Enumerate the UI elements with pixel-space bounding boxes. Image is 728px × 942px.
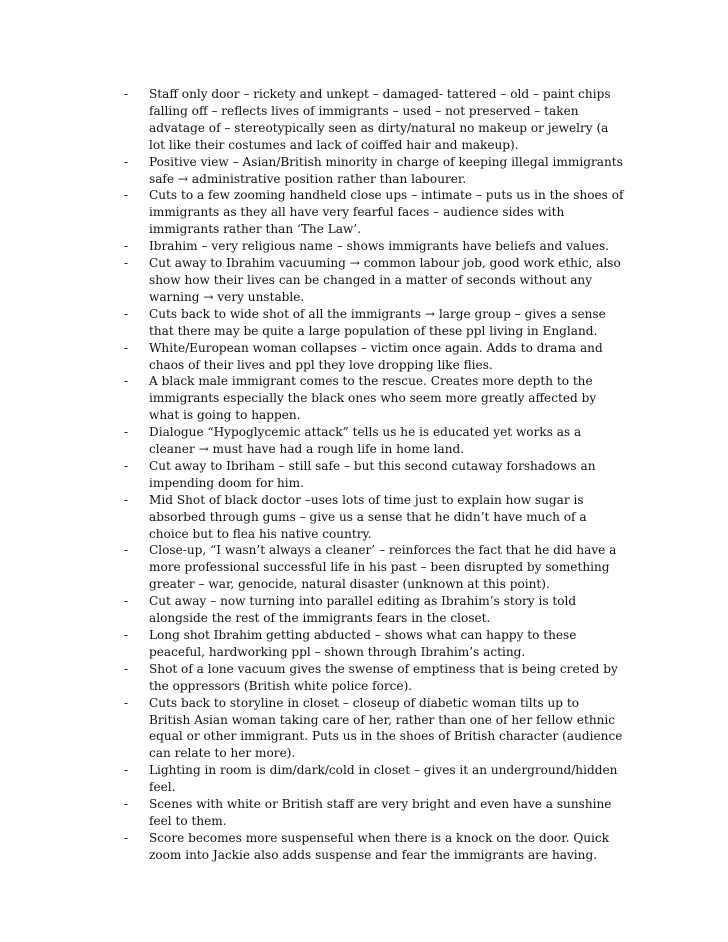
list-item	[124, 187, 624, 238]
bullet-text: Shot of a lone vacuum gives the swense of emptiness that is being creted by the oppressors (British white police force).	[149, 661, 618, 693]
list-item	[124, 255, 624, 306]
bullet-dash: -	[124, 458, 129, 473]
list-item	[124, 661, 624, 695]
bullet-dash: -	[124, 543, 129, 558]
bullet-text: White/European woman collapses – victim once again. Adds to drama and chaos of their lives and ppl they love dropping like flies.	[149, 340, 603, 372]
bullet-text: Mid Shot of black doctor –uses lots of time just to explain how sugar is absorbed through gums – give us a sense that he didn’t have much of a choice but to flea his native country.	[149, 492, 587, 541]
list-item	[124, 593, 624, 627]
bullet-dash: -	[124, 425, 129, 440]
bullet-dash: -	[124, 87, 129, 101]
list-item	[124, 830, 624, 864]
bullet-text: Staff only door – rickety and unkept – damaged- tattered – old – paint chips falling off – reflects lives of immigrants – used – not preserved – taken advatage of – stereotypically seen as dirty/natural no makeup or jewelry (a lot like their costumes and lack of coiffed hair and makeup).	[149, 87, 611, 152]
list-item	[124, 695, 624, 763]
bullet-dash: -	[124, 306, 129, 321]
bullet-dash: -	[124, 695, 129, 710]
list-item	[124, 238, 624, 255]
bullet-dash: -	[124, 256, 129, 271]
list-item	[124, 627, 624, 661]
list-item	[124, 424, 624, 458]
bullet-dash: -	[124, 797, 129, 812]
list-item	[124, 796, 624, 830]
bullet-text: Cut away – now turning into parallel editing as Ibrahim’s story is told alongside the rest of the immigrants fears in the closet.	[149, 594, 577, 626]
bullet-text: Cuts to a few zooming handheld close ups – intimate – puts us in the shoes of immigrants as they all have very fearful faces – audience sides with immigrants rather than ‘The Law’.	[149, 188, 624, 237]
list-item	[124, 542, 624, 593]
bullet-dash: -	[124, 830, 129, 845]
bullet-dash: -	[124, 188, 129, 203]
bullet-text: Positive view – Asian/British minority in charge of keeping illegal immigrants safe → administrative position rather than labourer.	[149, 154, 623, 186]
bullet-text: Dialogue “Hypoglycemic attack” tells us he is educated yet works as a cleaner → must have had a rough life in home land.	[149, 425, 582, 457]
list-item	[124, 492, 624, 543]
bullet-text: Close-up, “I wasn’t always a cleaner’ – reinforces the fact that he did have a more professional successful life in his past – been disrupted by something greater – war, genocide, natural disaster (unknown at this point).	[149, 543, 617, 592]
list-item	[124, 154, 624, 188]
bullet-text: Cuts back to storyline in closet – closeup of diabetic woman tilts up to British Asian woman taking care of her, rather than one of her fellow ethnic equal or other immigrant. Puts us in the shoes of British character (audience can relate to her more).	[149, 695, 623, 761]
bullet-dash: -	[124, 492, 129, 507]
bullet-dash: -	[124, 374, 129, 389]
list-item	[124, 340, 624, 374]
bullet-text: Scenes with white or British staff are very bright and even have a sunshine feel to them.	[149, 797, 612, 828]
list-item	[124, 458, 624, 492]
bullet-text: Cut away to Ibriham – still safe – but this second cutaway forshadows an impending doom for him.	[149, 458, 596, 490]
bullet-text: Long shot Ibrahim getting abducted – shows what can happy to these peaceful, hardworking ppl – shown through Ibrahim’s acting.	[149, 628, 577, 659]
list-item	[124, 306, 624, 340]
bullet-dash: -	[124, 239, 129, 254]
list-item	[124, 762, 624, 796]
bullet-text: Score becomes more suspenseful when there is a knock on the door. Quick zoom into Jackie also adds suspense and fear the immigrants are having.	[149, 830, 610, 862]
bullet-list	[124, 86, 624, 864]
bullet-text: Lighting in room is dim/dark/cold in closet – gives it an underground/hidden feel.	[149, 763, 618, 795]
bullet-text: Cuts back to wide shot of all the immigrants → large group – gives a sense that there may be quite a large population of these ppl living in England.	[149, 306, 606, 338]
list-item	[124, 373, 624, 424]
bullet-dash: -	[124, 594, 129, 609]
bullet-dash: -	[124, 340, 129, 355]
bullet-dash: -	[124, 154, 129, 169]
bullet-text: Ibrahim – very religious name – shows immigrants have beliefs and values.	[149, 239, 610, 254]
bullet-text: A black male immigrant comes to the rescue. Creates more depth to the immigrants especially the black ones who seem more greatly affected by what is going to happen.	[149, 374, 597, 423]
bullet-dash: -	[124, 628, 129, 642]
bullet-dash: -	[124, 763, 129, 778]
list-item	[124, 86, 624, 154]
bullet-text: Cut away to Ibrahim vacuuming → common labour job, good work ethic, also show how their lives can be changed in a matter of seconds without any warning → very unstable.	[149, 256, 621, 304]
bullet-dash: -	[124, 661, 129, 676]
